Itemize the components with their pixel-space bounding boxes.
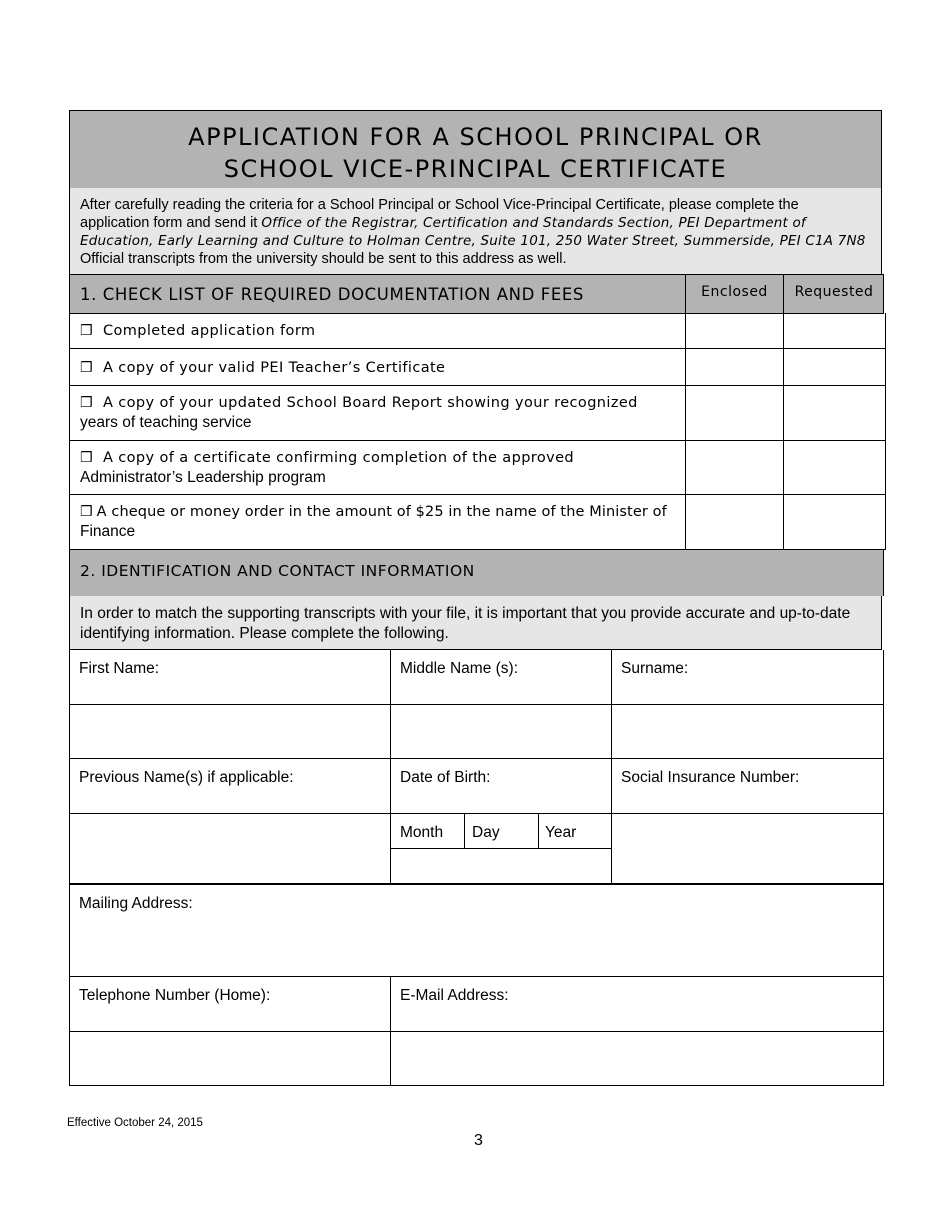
checkbox-icon[interactable]: ❒ xyxy=(80,360,93,376)
checkbox-icon[interactable]: ❒ xyxy=(80,323,93,339)
email-field[interactable] xyxy=(391,1032,884,1086)
title-line-1: APPLICATION FOR A SCHOOL PRINCIPAL OR xyxy=(188,123,763,151)
enclosed-cell[interactable] xyxy=(685,495,783,549)
mailing-address-field[interactable] xyxy=(70,884,884,977)
first-name-label-cell xyxy=(70,650,391,705)
checklist-row-application-form xyxy=(69,313,886,349)
requested-cell[interactable] xyxy=(783,349,887,385)
telephone-label-cell xyxy=(70,977,391,1032)
checklist-item-label-cont: years of teaching service xyxy=(80,414,252,431)
previous-names-field[interactable] xyxy=(70,814,391,884)
middle-name-label-cell xyxy=(391,650,612,705)
requested-cell[interactable] xyxy=(783,441,887,494)
section-1-header xyxy=(69,274,884,314)
checklist-row-school-board-report xyxy=(69,386,886,441)
section-1-heading: 1. CHECK LIST OF REQUIRED DOCUMENTATION AND FEES xyxy=(80,285,584,304)
requested-cell[interactable] xyxy=(783,495,887,549)
checklist-item-label: A copy of a certificate confirming completion of the approved xyxy=(102,450,575,466)
mailing-address-label: Mailing Address: xyxy=(79,895,193,912)
section-2-header xyxy=(69,550,884,596)
enclosed-cell[interactable] xyxy=(685,386,783,440)
date-of-birth-label-cell xyxy=(391,759,612,814)
checklist-item-label-cont: Administrator’s Leadership program xyxy=(80,469,326,486)
telephone-home-label: Telephone Number (Home): xyxy=(79,987,271,1004)
registrar-address: Office of the Registrar, Certification and Standards Section, PEI Department of Education, Early Learning and Culture to Holman Centre, Suite 101, 250 Water Street, Summerside, PEI C1A 7N8 xyxy=(80,215,866,249)
transcripts-note: Official transcripts from the university should be sent to this address as well. xyxy=(80,251,567,267)
year-label-cell xyxy=(539,814,612,849)
sin-label-cell xyxy=(612,759,884,814)
first-name-label: First Name: xyxy=(79,660,160,677)
checkbox-icon[interactable]: ❒ xyxy=(80,504,93,520)
checklist-row-fee-payment xyxy=(69,495,886,550)
checkbox-icon[interactable]: ❒ xyxy=(80,395,93,411)
telephone-home-field[interactable] xyxy=(70,1032,391,1086)
checklist-item-label-cont: Finance xyxy=(80,523,136,540)
requested-column-header: Requested xyxy=(783,275,884,313)
first-name-field[interactable] xyxy=(70,705,391,759)
surname-field[interactable] xyxy=(612,705,884,759)
middle-name-label: Middle Name (s): xyxy=(400,660,518,677)
intro-instructions xyxy=(69,188,882,274)
previous-names-label: Previous Name(s) if applicable: xyxy=(79,769,294,786)
middle-name-field[interactable] xyxy=(391,705,612,759)
enclosed-column-header: Enclosed xyxy=(685,275,783,313)
requested-cell[interactable] xyxy=(783,313,887,348)
month-label: Month xyxy=(400,824,444,841)
month-label-cell xyxy=(391,814,465,849)
checklist-row-leadership-program xyxy=(69,441,886,495)
email-label-cell xyxy=(391,977,884,1032)
year-label: Year xyxy=(545,824,577,841)
checklist-item-label: A copy of your updated School Board Report showing your recognized xyxy=(102,395,638,411)
enclosed-cell[interactable] xyxy=(685,441,783,494)
previous-names-label-cell xyxy=(70,759,391,814)
page-number: 3 xyxy=(474,1132,483,1149)
sin-field[interactable] xyxy=(612,814,884,884)
enclosed-cell[interactable] xyxy=(685,313,783,348)
enclosed-cell[interactable] xyxy=(685,349,783,385)
surname-label-cell xyxy=(612,650,884,705)
title-line-2: SCHOOL VICE-PRINCIPAL CERTIFICATE xyxy=(223,155,728,183)
checklist-item-label: Completed application form xyxy=(102,323,316,339)
day-label: Day xyxy=(472,824,500,841)
checklist-row-teacher-certificate xyxy=(69,349,886,386)
section-2-intro: In order to match the supporting transcripts with your file, it is important that you provide accurate and up-to-date identifying information. Please complete the following. xyxy=(69,596,882,650)
checklist-item-label: A cheque or money order in the amount of $25 in the name of the Minister of xyxy=(96,504,667,520)
intro-text: After carefully reading the criteria for a School Principal or School Vice-Principal Certificate, please complete the application form and send it xyxy=(80,197,799,231)
form-title xyxy=(69,110,882,188)
section-2-heading: 2. IDENTIFICATION AND CONTACT INFORMATION xyxy=(80,562,475,580)
email-label: E-Mail Address: xyxy=(400,987,509,1004)
sin-label: Social Insurance Number: xyxy=(621,769,800,786)
day-label-cell xyxy=(465,814,539,849)
requested-cell[interactable] xyxy=(783,386,887,440)
identification-grid xyxy=(69,650,884,1086)
checklist-item-label: A copy of your valid PEI Teacher’s Certificate xyxy=(102,360,446,376)
date-of-birth-field[interactable] xyxy=(391,849,612,884)
checkbox-icon[interactable]: ❒ xyxy=(80,450,93,466)
effective-date: Effective October 24, 2015 xyxy=(67,1117,203,1129)
surname-label: Surname: xyxy=(621,660,689,677)
date-of-birth-label: Date of Birth: xyxy=(400,769,491,786)
